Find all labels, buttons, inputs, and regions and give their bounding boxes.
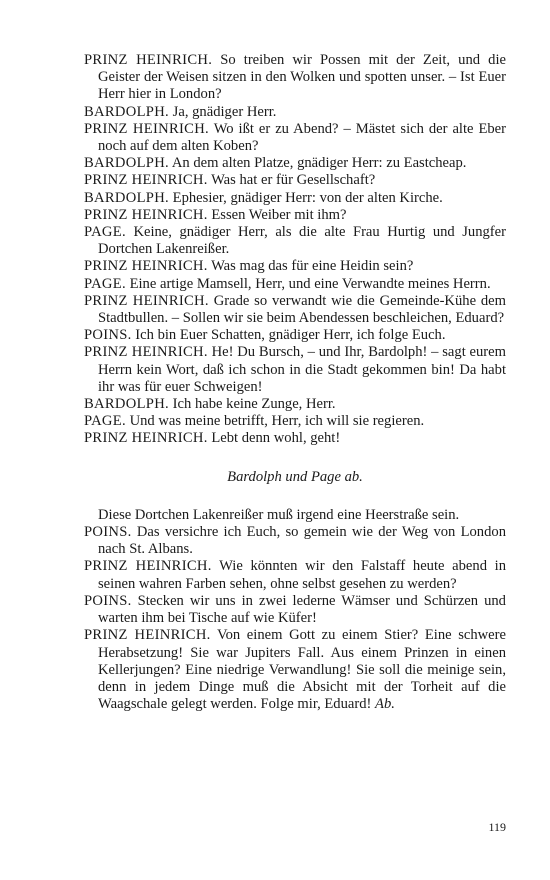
speaker-name: PRINZ HEINRICH. [84, 292, 209, 309]
speech-line [84, 524, 506, 558]
speech-text: Und was meine betrifft, Herr, ich will sie regieren. [129, 413, 425, 430]
inline-stage-direction: Ab. [375, 696, 395, 713]
speech-line [84, 627, 506, 713]
speaker-name: PRINZ HEINRICH. [84, 206, 208, 223]
speech-line [84, 207, 506, 224]
speech-line [84, 172, 506, 189]
speech-text: Von einem Gott zu einem Stier? Eine schwere Herabsetzung! Sie war Jupiters Fall. Aus einem Prinzen in einen Kellerjungen? Eine niedrige Verwandlung! Sie soll die meinige sein, denn in jedem Dinge muß die Absicht mit der Torheit auf die Waagschale gelegt werden. Folge mir, Eduard! [98, 627, 506, 713]
speech-line [84, 121, 506, 155]
speaker-name: PAGE. [84, 224, 126, 241]
speaker-name: POINS. [84, 592, 132, 609]
speech-line [84, 224, 506, 258]
speech-text: Was mag das für eine Heidin sein? [211, 258, 414, 275]
speech-line [84, 396, 506, 413]
speech-line [84, 52, 506, 104]
speaker-name: PAGE. [84, 413, 126, 430]
speech-line [84, 327, 506, 344]
speech-text: Wo ißt er zu Abend? – Mästet sich der alte Eber noch auf dem alten Koben? [98, 120, 507, 155]
speaker-name: POINS. [84, 327, 132, 344]
speech-text: An dem alten Platze, gnädiger Herr: zu Eastcheap. [171, 155, 467, 172]
speaker-name: POINS. [84, 524, 132, 541]
speech-text: Wie könnten wir den Falstaff heute abend in seinen wahren Farben sehen, ohne selbst gesehen zu werden? [98, 558, 506, 592]
speaker-name: PRINZ HEINRICH. [84, 558, 212, 575]
speech-line [84, 344, 506, 396]
speech-text: Essen Weiber mit ihm? [211, 206, 347, 223]
speech-line [84, 293, 506, 327]
speech-text: Ich bin Euer Schatten, gnädiger Herr, ich folge Euch. [135, 327, 446, 344]
speech-line [84, 104, 506, 121]
speech-text: Eine artige Mamsell, Herr, und eine Verwandte meines Herrn. [129, 275, 491, 292]
speaker-name: BARDOLPH. [84, 189, 170, 206]
speech-text: Das versichre ich Euch, so gemein wie der Weg von London nach St. Albans. [98, 524, 506, 558]
speech-text: Ephesier, gnädiger Herr: von der alten Kirche. [172, 189, 443, 206]
speaker-name: PRINZ HEINRICH. [84, 52, 213, 68]
speech-line [84, 190, 506, 207]
speaker-name: PRINZ HEINRICH. [84, 344, 208, 361]
speaker-name: PRINZ HEINRICH. [84, 258, 208, 275]
page-number: 119 [488, 820, 506, 834]
speaker-name: PRINZ HEINRICH. [84, 120, 209, 137]
speaker-name: PAGE. [84, 275, 126, 292]
speech-line [84, 258, 506, 275]
page-body [84, 52, 506, 713]
stage-direction: Bardolph und Page ab. [227, 468, 363, 485]
speech-text: So treiben wir Possen mit der Zeit, und die Geister der Weisen sitzen in den Wolken und spotten unser. – Ist Euer Herr hier in London? [98, 52, 506, 103]
speech-text: Was hat er für Gesellschaft? [211, 172, 376, 189]
speech-text: Stecken wir uns in zwei lederne Wämser und Schürzen und warten ihm bei Tische auf wie Küfer! [98, 592, 506, 627]
speech-line [84, 430, 506, 447]
speech-line [84, 276, 506, 293]
speech-text: Keine, gnädiger Herr, als die alte Frau Hurtig und Jungfer Dortchen Lakenreißer. [98, 224, 506, 258]
speech-text: He! Du Bursch, – und Ihr, Bardolph! – sagt eurem Herrn kein Wort, daß ich schon in die Stadt gekommen bin! Da habt ihr was für euer Schweigen! [98, 344, 506, 395]
speaker-name: BARDOLPH. [84, 396, 170, 413]
speech-line [84, 558, 506, 592]
speech-text: Grade so verwandt wie die Gemeinde-Kühe dem Stadtbullen. – Sollen wir sie beim Abendessen beschleichen, Eduard? [98, 292, 506, 327]
speech-line [84, 413, 506, 430]
speech-line [84, 155, 506, 172]
speaker-name: PRINZ HEINRICH. [84, 627, 211, 644]
speaker-name: BARDOLPH. [84, 155, 170, 172]
speaker-name: PRINZ HEINRICH. [84, 430, 208, 447]
speaker-name: BARDOLPH. [84, 103, 170, 120]
speaker-name: PRINZ HEINRICH. [84, 172, 208, 189]
speech-line [84, 593, 506, 627]
speech-text: Lebt denn wohl, geht! [211, 430, 341, 447]
speech-text: Ich habe keine Zunge, Herr. [172, 396, 336, 413]
speech-continuation: Diese Dortchen Lakenreißer muß irgend eine Heerstraße sein. [98, 506, 460, 523]
speech-text: Ja, gnädiger Herr. [172, 103, 277, 120]
